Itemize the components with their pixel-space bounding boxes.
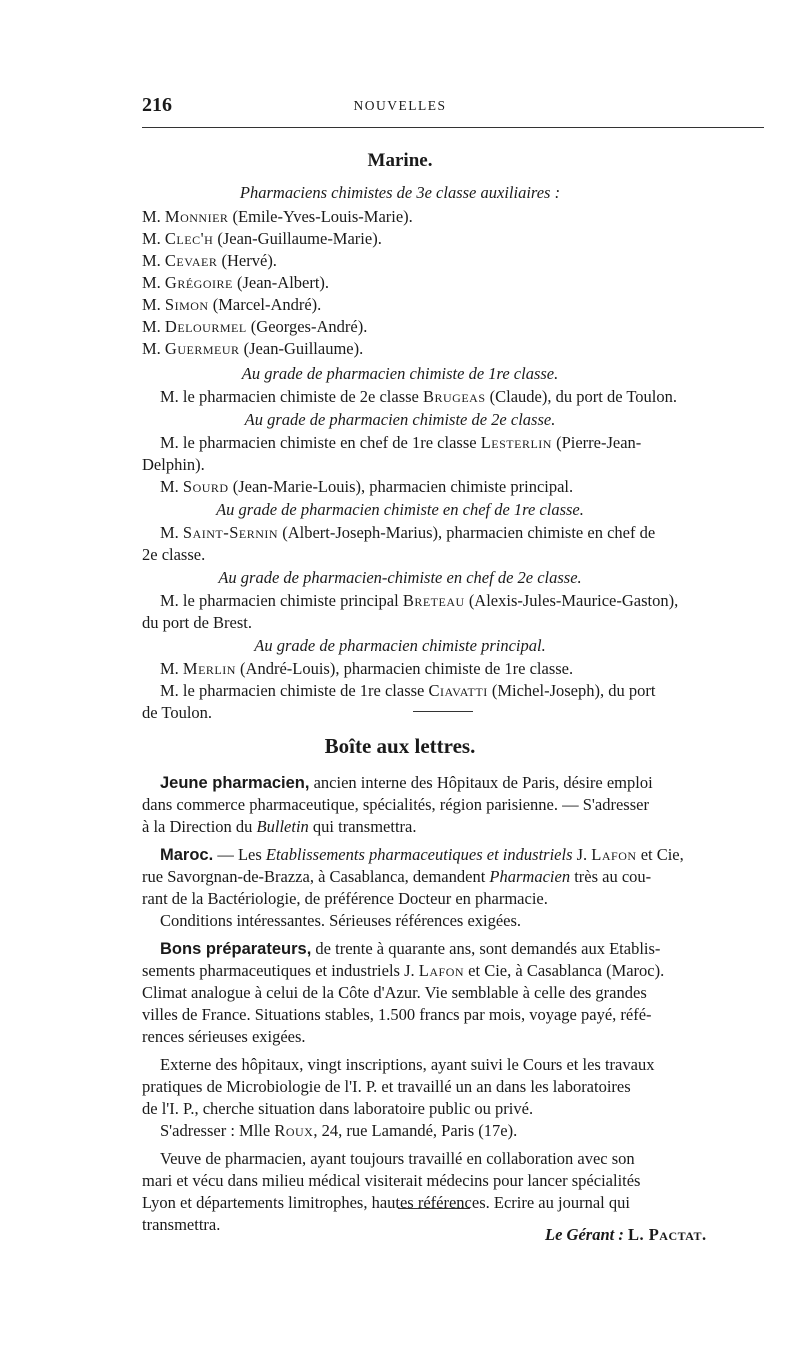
ad-line: mari et vécu dans milieu médical visiterait médecins pour lancer spécialités: [142, 1171, 641, 1190]
promotion-line: Delphin).: [142, 455, 205, 474]
header-rule: [142, 127, 764, 128]
grade-heading: Au grade de pharmacien chimiste en chef de 1re classe.: [216, 500, 584, 519]
marine-entry: M. Grégoire (Jean-Albert).: [142, 273, 330, 292]
ad-line: rences sérieuses exigées.: [142, 1027, 306, 1046]
ad-line: transmettra.: [142, 1215, 221, 1234]
ad-line: de l'I. P., cherche situation dans laboratoire public ou privé.: [142, 1099, 534, 1118]
marine-entry: M. Guermeur (Jean-Guillaume).: [142, 339, 364, 358]
ad-line: rant de la Bactériologie, de préférence Docteur en pharmacie.: [142, 889, 548, 908]
page-number: 216: [142, 94, 172, 116]
grade-heading: Au grade de pharmacien chimiste principal.: [254, 636, 546, 655]
closing-divider: [398, 1208, 470, 1209]
ad-line: Conditions intéressantes. Sérieuses références exigées.: [160, 911, 522, 930]
ad-line: sements pharmaceutiques et industriels J. Lafon et Cie, à Casablanca (Maroc).: [142, 961, 665, 980]
grade-heading: Au grade de pharmacien chimiste de 2e classe.: [244, 410, 556, 429]
promotion-line: M. le pharmacien chimiste en chef de 1re classe Lesterlin (Pierre-Jean-: [160, 433, 642, 452]
grade-heading: Au grade de pharmacien-chimiste en chef de 2e classe.: [218, 568, 582, 587]
marine-entry: M. Simon (Marcel-André).: [142, 295, 322, 314]
ad-line: à la Direction du Bulletin qui transmettra.: [142, 817, 417, 836]
promotion-line: M. Saint-Sernin (Albert-Joseph-Marius), pharmacien chimiste en chef de: [160, 523, 656, 542]
ad-line: Climat analogue à celui de la Côte d'Azur. Vie semblable à celle des grandes: [142, 983, 647, 1002]
section-title-boite: Boîte aux lettres.: [324, 734, 476, 758]
promotion-line: M. le pharmacien chimiste de 2e classe Brugeas (Claude), du port de Toulon.: [160, 387, 677, 406]
marine-entry: M. Cevaer (Hervé).: [142, 251, 277, 270]
signature: Le Gérant : L. Pactat.: [545, 1225, 707, 1244]
running-title: NOUVELLES: [353, 98, 447, 113]
ad-line: S'adresser : Mlle Roux, 24, rue Lamandé, Paris (17e).: [160, 1121, 518, 1140]
marine-entry: M. Monnier (Emile-Yves-Louis-Marie).: [142, 207, 413, 226]
ad-line: rue Savorgnan-de-Brazza, à Casablanca, demandent Pharmacien très au cou-: [142, 867, 652, 886]
ad-line: villes de France. Situations stables, 1.500 francs par mois, voyage payé, réfé-: [142, 1005, 652, 1024]
marine-subtitle: Pharmaciens chimistes de 3e classe auxiliaires :: [239, 183, 561, 202]
ad-line: Maroc. — Les Etablissements pharmaceutiques et industriels J. Lafon et Cie,: [160, 845, 684, 864]
promotion-line: 2e classe.: [142, 545, 206, 564]
grade-heading: Au grade de pharmacien chimiste de 1re classe.: [241, 364, 559, 383]
marine-entry: M. Clec'h (Jean-Guillaume-Marie).: [142, 229, 382, 248]
promotion-line: M. le pharmacien chimiste principal Breteau (Alexis-Jules-Maurice-Gaston),: [160, 591, 679, 610]
ad-line: Externe des hôpitaux, vingt inscriptions, ayant suivi le Cours et les travaux: [160, 1055, 655, 1074]
ad-line: dans commerce pharmaceutique, spécialités, région parisienne. — S'adresser: [142, 795, 649, 814]
promotion-line: M. le pharmacien chimiste de 1re classe Ciavatti (Michel-Joseph), du port: [160, 681, 656, 700]
ad-line: Lyon et départements limitrophes, hautes références. Ecrire au journal qui: [142, 1193, 630, 1212]
ad-line: Veuve de pharmacien, ayant toujours travaillé en collaboration avec son: [160, 1149, 635, 1168]
ad-line: Jeune pharmacien, ancien interne des Hôpitaux de Paris, désire emploi: [160, 773, 653, 792]
promotion-line: M. Sourd (Jean-Marie-Louis), pharmacien chimiste principal.: [160, 477, 574, 496]
ad-line: pratiques de Microbiologie de l'I. P. et travaillé un an dans les laboratoires: [142, 1077, 631, 1096]
section-title-marine: Marine.: [367, 150, 433, 171]
section-divider: [413, 711, 473, 712]
ad-line: Bons préparateurs, de trente à quarante ans, sont demandés aux Etablis-: [160, 939, 661, 958]
promotion-line: du port de Brest.: [142, 613, 252, 632]
marine-entry: M. Delourmel (Georges-André).: [142, 317, 368, 336]
promotion-line: de Toulon.: [142, 703, 213, 722]
promotion-line: M. Merlin (André-Louis), pharmacien chimiste de 1re classe.: [160, 659, 574, 678]
